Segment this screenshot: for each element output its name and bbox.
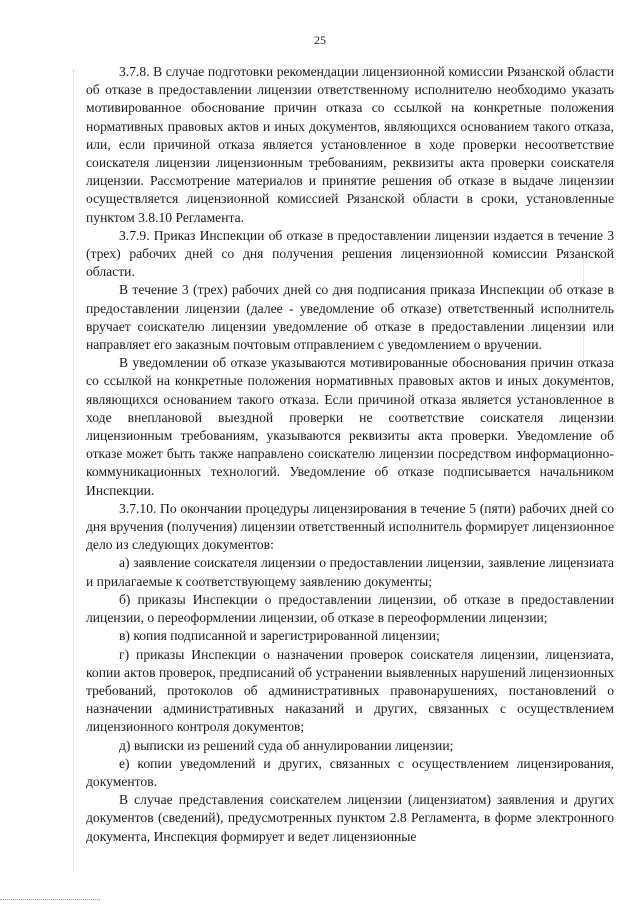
list-item-e: е) копии уведомлений и других, связанных с осуществлением лицензирования, документов.: [86, 755, 614, 789]
paragraph-3-7-8: 3.7.8. В случае подготовки рекомендации лицензионной комиссии Рязанской области об отказе в предоставлении лицензии ответственному исполнителю необходимо указать мотивированное обоснование причин отказа со ссылкой на конкретные положения нормативных правовых актов и иных документов, являющихся основанием такого отказа, или, если причиной отказа является установленное в ходе проверки несоответствие соискателя лицензии лицензионным требованиям, реквизиты акта проверки соискателя лицензии. Рассмотрение материалов и принятие решения об отказе в выдаче лицензии осуществляется лицензионной комиссией Рязанской области в сроки, установленные пунктом 3.8.10 Регламента.: [86, 64, 614, 225]
list-item-d: д) выписки из решений суда об аннулировании лицензии;: [119, 737, 454, 753]
paragraph-notice-contents: В уведомлении об отказе указываются мотивированные обоснования причин отказа со ссылкой на конкретные положения нормативных правовых актов и иных документов, являющихся основанием такого отказа. Если причиной отказа является установленное в ходе внеплановой выездной проверки не соответствие соискателя лицензии лицензионным требованиям, указываются реквизиты акта проверки. Уведомление об отказе может быть также направлено соискателю лицензии посредством информационно-коммуникационных технологий. Уведомление об отказе подписывается начальником Инспекции.: [86, 355, 614, 498]
paragraph-3-7-10: 3.7.10. По окончании процедуры лицензирования в течение 5 (пяти) рабочих дней со дня вручения (получения) лицензии ответственный исполнитель формирует лицензионное дело из следующих документов:: [86, 500, 614, 553]
list-item-b: б) приказы Инспекции о предоставлении лицензии, об отказе в предоставлении лицензии, о переоформлении лицензии, об отказе в переоформлении лицензии;: [86, 591, 614, 626]
document-body: [86, 63, 614, 846]
scan-margin-line: [73, 70, 75, 870]
list-item-g: г) приказы Инспекции о назначении проверок соискателя лицензии, лицензиата, копии актов проверок, предписаний об устранении выявленных нарушений лицензионных требований, протоколов об административных правонарушениях, постановлений о назначении административных наказаний и других, связанных с осуществлением лицензионного контроля документов;: [86, 646, 614, 735]
page-number: 25: [314, 33, 326, 47]
paragraph-3-7-9: 3.7.9. Приказ Инспекции об отказе в предоставлении лицензии издается в течение 3 (трех) рабочих дней со дня получения решения лицензионной комиссии Рязанской области.: [86, 227, 614, 280]
paragraph-electronic-form: В случае представления соискателем лицензии (лицензиатом) заявления и других документов (сведений), предусмотренных пунктом 2.8 Регламента, в форме электронного документа, Инспекция формирует и ведет лицензионные: [86, 792, 614, 844]
list-item-a: а) заявление соискателя лицензии о предоставлении лицензии, заявление лицензиата и прилагаемые к соответствующему заявлению документы;: [86, 555, 614, 589]
list-item-v: в) копия подписанной и зарегистрированной лицензии;: [119, 628, 440, 644]
paragraph-notice-delivery: В течение 3 (трех) рабочих дней со дня подписания приказа Инспекции об отказе в предоставлении лицензии (далее - уведомление об отказе) ответственный исполнитель вручает соискателю лицензии уведомление об отказе в предоставлении лицензии или направляет его заказным почтовым отправлением с уведомлением о вручении.: [86, 282, 614, 353]
footer-rule: [0, 899, 100, 900]
